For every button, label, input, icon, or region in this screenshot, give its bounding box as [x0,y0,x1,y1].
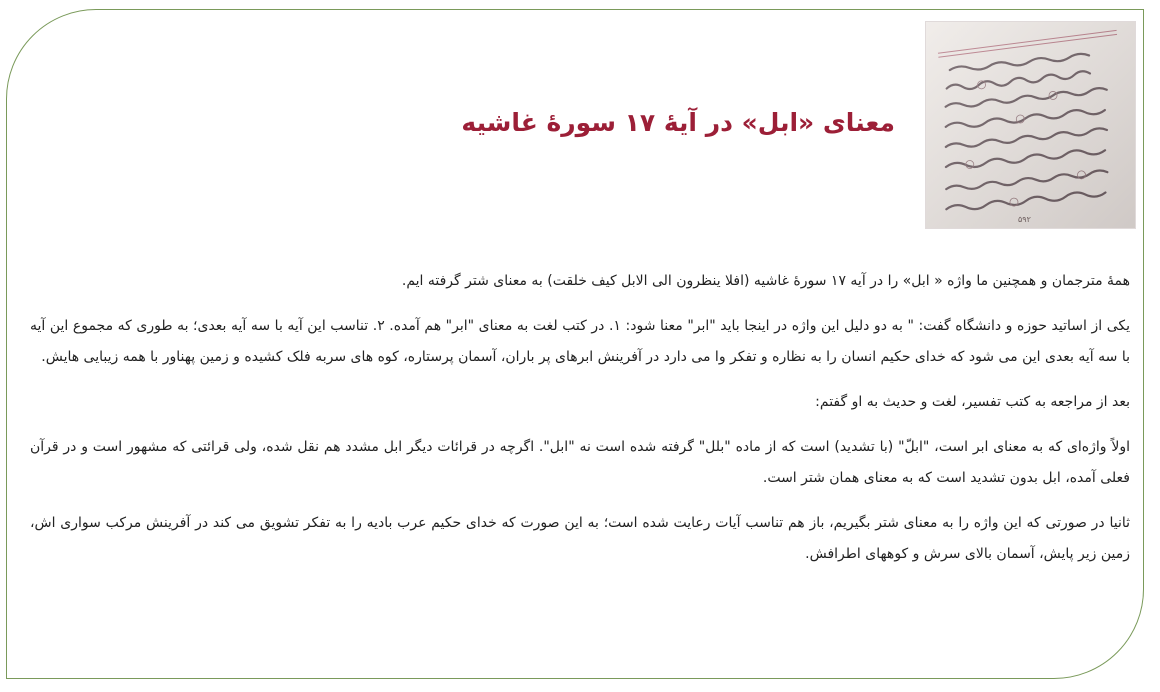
paragraph-second-point: ثانیا در صورتی که این واژه را به معنای شتر بگیریم، باز هم تناسب آیات رعایت شده است؛ به این صورت که خدای حکیم عرب بادیه را به تفکر تشویق می کند در آفرینش مرکب سواری اش، زمین زیر پایش، آسمان بالای سرش و کوههای اطرافش. [30,515,1130,562]
quran-page-image [925,21,1136,229]
paragraph-scholar-claim: یکی از اساتید حوزه و دانشگاه گفت: " به دو دلیل این واژه در اینجا باید "ابر" معنا شود: ۱. در کتب لغت به معنای "ابر" هم آمده. ۲. تناسب این آیه با سه آیه بعدی؛ به طوری که مجموع این آیه با سه آیه بعدی این می شود که خدای حکیم انسان را به نظاره و تفکر وا می دارد در آفرینش ابرهای پر باران، آسمان پرستاره، کوه های سربه فلک کشیده و زمین پهناور با همه زیبایی هایش. [30,318,1130,365]
paragraph-first-point: اولاً واژه‌ای که به معنای ابر است، "ابلّ" (با تشدید) است که از ماده "بلل" گرفته شده است نه "ابل". اگرچه در قرائات دیگر ابل مشدد هم نقل شده، ولی قرائتی که مشهور است و در قرآن فعلی آمده، ابل بدون تشدید است که به معنای همان شتر است. [30,439,1130,486]
quran-page-photo-icon [926,22,1135,228]
article-body [30,266,1130,584]
paragraph-response-intro: بعد از مراجعه به کتب تفسیر، لغت و حدیث به او گفتم: [815,394,1130,410]
page-title: معنای «ابل» در آیۀ ۱۷ سورۀ غاشیه [461,108,895,137]
paragraph-intro: همۀ مترجمان و همچنین ما واژه « ابل» را در آیه ۱۷ سورۀ غاشیه (افلا ینظرون الی الابل کیف خلقت) به معنای شتر گرفته ایم. [401,273,1130,289]
page-number: ۵۹۲ [1018,215,1031,224]
